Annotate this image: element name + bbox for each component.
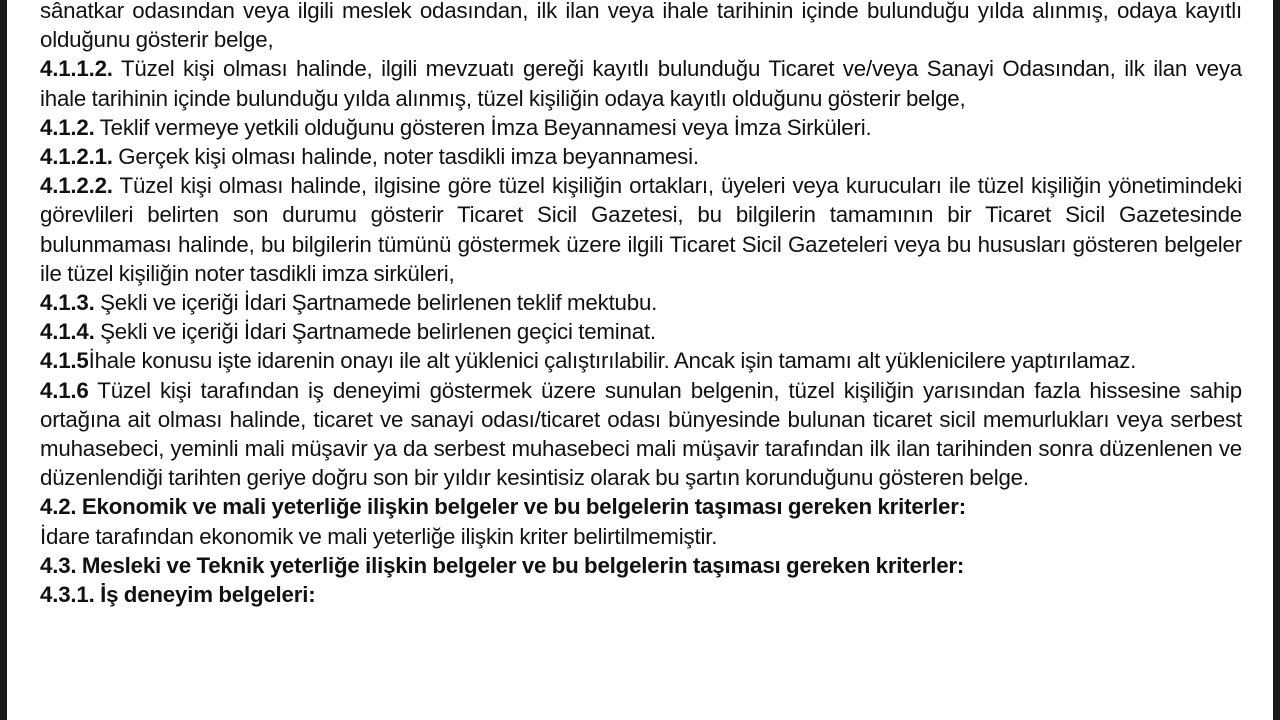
right-border-rule bbox=[1273, 0, 1280, 720]
clause-number: 4.1.1.2. bbox=[40, 56, 113, 82]
clause-number: 4.1.4. bbox=[40, 319, 95, 345]
paragraph-4-1-6 bbox=[40, 376, 1242, 493]
section-heading-4-3: 4.3. Mesleki ve Teknik yeterliğe ilişkin belgeler ve bu belgelerin taşıması gereken kriterler: bbox=[40, 552, 965, 578]
paragraph-text: sânatkar odasından veya ilgili meslek odasından, ilk ilan veya ihale tarihinin içinde bulunduğu yılda alınmış, odaya kayıtlı olduğunu gösterir belge, bbox=[40, 0, 1242, 53]
paragraph-4-1-4 bbox=[40, 317, 1242, 346]
paragraph-4-1-1-1-continuation bbox=[40, 0, 1242, 54]
left-border-rule bbox=[0, 0, 7, 720]
paragraph-text: Tüzel kişi tarafından iş deneyimi göstermek üzere sunulan belgenin, tüzel kişiliğin yarısından fazla hissesine sahip ortağına ait olması halinde, ticaret ve sanayi odası/ticaret odası bünyesinde bulunan ticaret sicil memurlukları veya serbest muhasebeci, yeminli mali müşavir ya da serbest muhasebeci mali müşavir tarafından ilk ilan tarihinden sonra düzenlenen ve düzenlendiği tarihten geriye doğru son bir yıldır kesintisiz olarak bu şartın korunduğunu gösteren belge. bbox=[40, 377, 1242, 491]
paragraph-text: Gerçek kişi olması halinde, noter tasdikli imza beyannamesi. bbox=[112, 144, 699, 170]
clause-number: 4.1.2.1. bbox=[40, 144, 113, 170]
paragraph-4-2-body: İdare tarafından ekonomik ve mali yeterliğe ilişkin kriter belirtilmemiştir. bbox=[40, 523, 718, 549]
paragraph-4-1-2-2 bbox=[40, 171, 1242, 288]
paragraph-4-1-3 bbox=[40, 288, 1242, 317]
paragraph-text: Şekli ve içeriği İdari Şartnamede belirlenen geçici teminat. bbox=[94, 319, 656, 345]
paragraph-text: Teklif vermeye yetkili olduğunu gösteren İmza Beyannamesi veya İmza Sirküleri. bbox=[94, 114, 872, 140]
clause-number: 4.1.2. bbox=[40, 114, 95, 140]
clause-number: 4.1.5 bbox=[40, 348, 89, 374]
paragraph-4-1-2 bbox=[40, 113, 1242, 142]
paragraph-text: Tüzel kişi olması halinde, ilgisine göre tüzel kişiliğin ortakları, üyeleri veya kurucuları ile tüzel kişiliğin yönetimindeki görevlileri belirten son durumu gösterir Ticaret Sicil Gazetesi, bu bilgilerin tamamının bir Ticaret Sicil Gazetesinde bulunmaması halinde, bu bilgilerin tümünü göstermek üzere ilgili Ticaret Sicil Gazeteleri veya bu hususları gösteren belgeler ile tüzel kişiliğin noter tasdikli imza sirküleri, bbox=[40, 173, 1242, 286]
paragraph-text: İhale konusu işte idarenin onayı ile alt yüklenici çalıştırılabilir. Ancak işin tamamı alt yüklenicilere yaptırılamaz. bbox=[88, 348, 1137, 374]
paragraph-4-1-1-2 bbox=[40, 54, 1242, 112]
clause-number: 4.1.6 bbox=[40, 377, 89, 403]
section-heading-4-3-1: 4.3.1. İş deneyim belgeleri: bbox=[40, 582, 316, 608]
paragraph-4-1-5 bbox=[40, 346, 1242, 375]
clause-number: 4.1.2.2. bbox=[40, 173, 113, 199]
section-heading-4-2: 4.2. Ekonomik ve mali yeterliğe ilişkin belgeler ve bu belgelerin taşıması gereken kriterler: bbox=[40, 494, 966, 520]
paragraph-text: Şekli ve içeriği İdari Şartnamede belirlenen teklif mektubu. bbox=[94, 290, 658, 316]
paragraph-text: Tüzel kişi olması halinde, ilgili mevzuatı gereği kayıtlı bulunduğu Ticaret ve/veya Sanayi Odasından, ilk ilan veya ihale tarihinin içinde bulunduğu yılda alınmış, tüzel kişiliğin odaya kayıtlı olduğunu gösterir belge, bbox=[40, 56, 1242, 111]
document-body bbox=[40, 0, 1242, 609]
clause-number: 4.1.3. bbox=[40, 290, 95, 316]
paragraph-4-1-2-1 bbox=[40, 142, 1242, 171]
